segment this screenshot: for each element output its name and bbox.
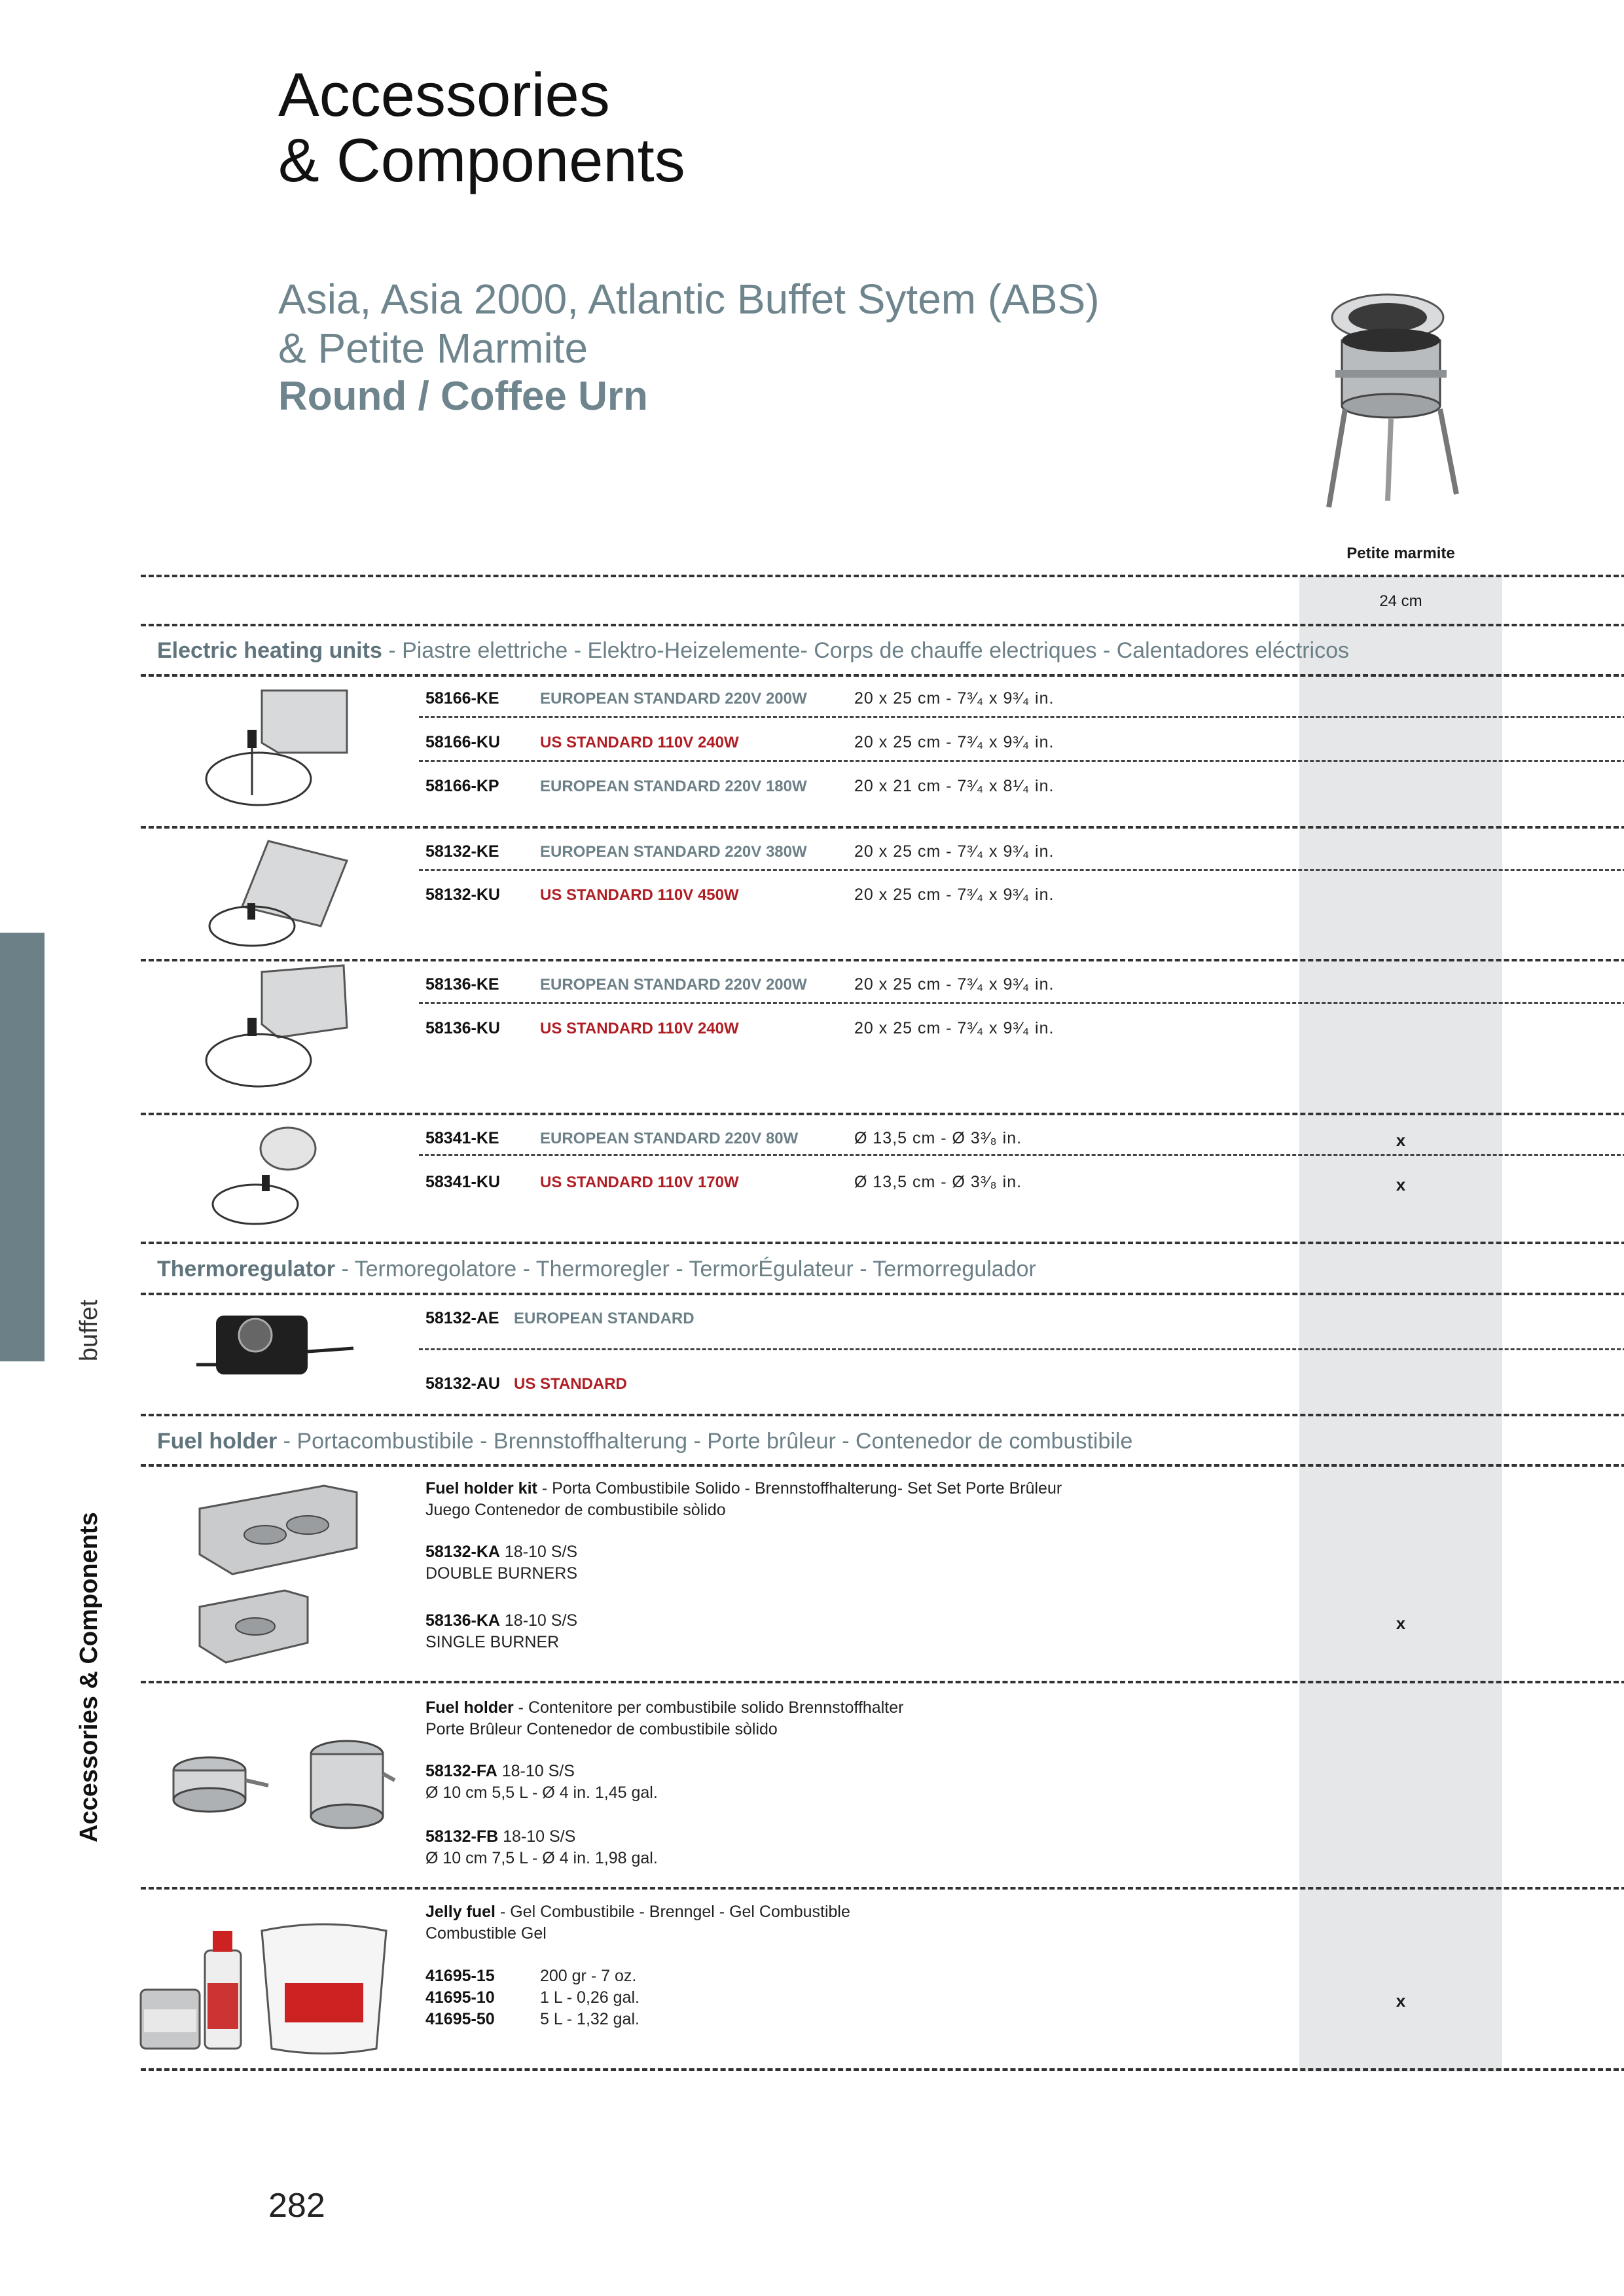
fuel-holder-item-1-desc: Ø 10 cm 5,5 L - Ø 4 in. 1,45 gal. (425, 1784, 658, 1802)
section-electric-title-rest: - Piastre elettriche - Elektro-Heizelemente- Corps de chauffe electriques - Calentadores eléctricos (382, 638, 1349, 663)
page-subtitle (278, 275, 1100, 373)
fuel-kit-item-2-code: 58136-KA (425, 1611, 500, 1630)
divider (419, 1154, 1624, 1156)
fuel-kit-item-1 (425, 1541, 577, 1585)
fuel-kit-item-1-material: 18-10 S/S (499, 1543, 578, 1561)
fuel-kit-desc-line-1 (425, 1478, 1062, 1499)
product-standard: EUROPEAN STANDARD 220V 200W (540, 976, 807, 994)
product-code: 58132-KE (425, 842, 499, 861)
fuel-holder-desc1: - Contenitore per combustibile solido Brennstoffhalter (513, 1698, 904, 1717)
jelly-fuel-name: Jelly fuel (425, 1903, 496, 1921)
product-standard: US STANDARD 110V 170W (540, 1174, 739, 1191)
page-title (278, 62, 685, 193)
fuel-holder-image (160, 1734, 396, 1839)
divider (141, 1242, 1624, 1244)
side-label-chapter: Accessories & Components (75, 1512, 103, 1842)
divider (419, 760, 1624, 762)
heating-plate-58132-image (196, 834, 353, 952)
fuel-kit-desc1: - Porta Combustibile Solido - Brennstoffhalterung- Set Set Porte Brûleur (537, 1479, 1062, 1498)
product-standard: EUROPEAN STANDARD 220V 200W (540, 690, 807, 708)
jelly-fuel-code: 41695-10 (425, 1988, 495, 2007)
product-dimensions: 20 x 25 cm - 7³⁄₄ x 9³⁄₄ in. (854, 886, 1055, 904)
side-label-section: buffet (75, 1299, 103, 1361)
product-standard: EUROPEAN STANDARD (514, 1310, 695, 1327)
fuel-kit-item-2-material: 18-10 S/S (499, 1611, 578, 1630)
product-dimensions: 20 x 25 cm - 7³⁄₄ x 9³⁄₄ in. (854, 1019, 1055, 1037)
product-dimensions: 20 x 25 cm - 7³⁄₄ x 9³⁄₄ in. (854, 733, 1055, 751)
product-code: 58341-KU (425, 1173, 500, 1191)
section-fuel-title-rest: - Portacombustibile - Brennstoffhalterung - Porte brûleur - Contenedor de combustibile (277, 1429, 1133, 1454)
product-standard: EUROPEAN STANDARD 220V 380W (540, 843, 807, 861)
fuel-holder-item-1-material: 18-10 S/S (497, 1762, 575, 1780)
divider (141, 674, 1624, 677)
jelly-fuel-row (425, 1965, 495, 1987)
divider (141, 1113, 1624, 1115)
fuel-holder-name: Fuel holder (425, 1698, 514, 1717)
column-header-size: 24 cm (1379, 592, 1422, 610)
fuel-kit-item-2 (425, 1610, 577, 1653)
fuel-holder-item-1 (425, 1761, 658, 1804)
fuel-kit-item-1-code: 58132-KA (425, 1543, 500, 1561)
compatibility-mark: x (1396, 1991, 1406, 2011)
page-number: 282 (268, 2187, 325, 2225)
divider (141, 624, 1624, 626)
fuel-holder-item-2-desc: Ø 10 cm 7,5 L - Ø 4 in. 1,98 gal. (425, 1849, 658, 1867)
divider (141, 1464, 1624, 1467)
product-standard: US STANDARD 110V 240W (540, 734, 739, 751)
fuel-kit-item-2-desc: SINGLE BURNER (425, 1633, 560, 1651)
title-line-1: Accessories (278, 60, 610, 129)
compatibility-mark: x (1396, 1130, 1406, 1150)
jelly-fuel-code: 41695-50 (425, 2010, 495, 2028)
product-code: 58341-KE (425, 1129, 499, 1147)
jelly-fuel-description (425, 1901, 850, 1945)
product-code: 58166-KE (425, 689, 499, 708)
product-dimensions: Ø 13,5 cm - Ø 3³⁄₈ in. (854, 1129, 1022, 1147)
fuel-kit-desc2: Juego Contenedor de combustibile sòlido (425, 1501, 726, 1519)
product-standard: US STANDARD 110V 450W (540, 886, 739, 904)
divider (419, 869, 1624, 871)
product-code: 58132-AE (425, 1309, 499, 1327)
jelly-fuel-desc1: - Gel Combustibile - Brenngel - Gel Combustible (496, 1903, 850, 1921)
fuel-holder-kit-image (193, 1476, 363, 1672)
jelly-fuel-size: 200 gr - 7 oz. (540, 1967, 637, 1985)
section-electric-title (157, 638, 1349, 664)
fuel-kit-description (425, 1478, 1062, 1521)
jelly-fuel-image (134, 1918, 396, 2062)
product-code: 58166-KU (425, 733, 500, 751)
divider (141, 1681, 1624, 1683)
section-fuel-title-bold: Fuel holder (157, 1429, 278, 1454)
column-header-name: Petite marmite (1346, 545, 1455, 562)
divider (141, 959, 1624, 961)
fuel-holder-item-2-code: 58132-FB (425, 1827, 499, 1846)
compatibility-mark: x (1396, 1613, 1406, 1633)
product-line-title: Round / Coffee Urn (278, 374, 648, 419)
fuel-holder-desc2: Porte Brûleur Contenedor de combustibile sòlido (425, 1720, 778, 1738)
fuel-holder-item-2-line (425, 1826, 658, 1848)
subtitle-line-2: & Petite Marmite (278, 325, 588, 372)
side-color-bar (0, 933, 45, 1361)
section-fuel-title (157, 1429, 1132, 1454)
product-standard: EUROPEAN STANDARD 220V 180W (540, 778, 807, 795)
product-code: 58132-AU (425, 1374, 500, 1393)
section-electric-title-bold: Electric heating units (157, 638, 382, 663)
divider (141, 1293, 1624, 1295)
fuel-kit-item-1-line (425, 1541, 577, 1563)
divider (419, 1348, 1624, 1350)
product-dimensions: Ø 13,5 cm - Ø 3³⁄₈ in. (854, 1173, 1022, 1191)
jelly-fuel-row (425, 1987, 495, 2009)
product-standard: US STANDARD (514, 1375, 627, 1393)
product-code: 58136-KE (425, 975, 499, 994)
section-thermo-title (157, 1257, 1036, 1282)
divider (141, 1414, 1624, 1416)
product-code: 58166-KP (425, 777, 499, 795)
jelly-fuel-size: 5 L - 1,32 gal. (540, 2010, 640, 2028)
jelly-fuel-size: 1 L - 0,26 gal. (540, 1988, 640, 2007)
thermoregulator-image (193, 1302, 357, 1388)
fuel-kit-name: Fuel holder kit (425, 1479, 537, 1498)
product-code: 58132-KU (425, 886, 500, 904)
fuel-holder-item-1-line (425, 1761, 658, 1782)
title-line-2: & Components (278, 126, 685, 194)
jelly-fuel-desc-line-1 (425, 1901, 850, 1923)
product-dimensions: 20 x 25 cm - 7³⁄₄ x 9³⁄₄ in. (854, 842, 1055, 861)
jelly-fuel-code: 41695-15 (425, 1967, 495, 1985)
subtitle-line-1: Asia, Asia 2000, Atlantic Buffet Sytem (ABS) (278, 276, 1100, 323)
heating-plate-58341-image (209, 1119, 327, 1237)
fuel-holder-item-1-code: 58132-FA (425, 1762, 497, 1780)
heating-plate-58166-image (196, 681, 353, 812)
divider (141, 2068, 1624, 2071)
product-dimensions: 20 x 21 cm - 7³⁄₄ x 8¹⁄₄ in. (854, 777, 1055, 795)
fuel-holder-description (425, 1697, 903, 1740)
divider (141, 575, 1624, 577)
divider (419, 1002, 1624, 1004)
petite-marmite-image (1316, 278, 1473, 514)
fuel-holder-item-2 (425, 1826, 658, 1869)
heating-plate-58136-image (196, 962, 353, 1093)
product-code: 58136-KU (425, 1019, 500, 1037)
divider (141, 1887, 1624, 1890)
divider (419, 716, 1624, 718)
jelly-fuel-desc2: Combustible Gel (425, 1924, 547, 1943)
jelly-fuel-row (425, 2009, 495, 2030)
product-dimensions: 20 x 25 cm - 7³⁄₄ x 9³⁄₄ in. (854, 975, 1055, 994)
fuel-kit-item-1-desc: DOUBLE BURNERS (425, 1564, 577, 1583)
fuel-holder-item-2-material: 18-10 S/S (498, 1827, 576, 1846)
petite-marmite-column (1299, 576, 1502, 2072)
section-thermo-title-rest: - Termoregolatore - Thermoregler - TermorÉgulateur - Termorregulador (335, 1257, 1036, 1282)
fuel-kit-item-2-line (425, 1610, 577, 1632)
divider (141, 826, 1624, 829)
section-thermo-title-bold: Thermoregulator (157, 1257, 336, 1282)
product-standard: US STANDARD 110V 240W (540, 1020, 739, 1037)
product-dimensions: 20 x 25 cm - 7³⁄₄ x 9³⁄₄ in. (854, 689, 1055, 708)
product-standard: EUROPEAN STANDARD 220V 80W (540, 1130, 799, 1147)
compatibility-mark: x (1396, 1175, 1406, 1194)
fuel-holder-desc-line-1 (425, 1697, 903, 1719)
